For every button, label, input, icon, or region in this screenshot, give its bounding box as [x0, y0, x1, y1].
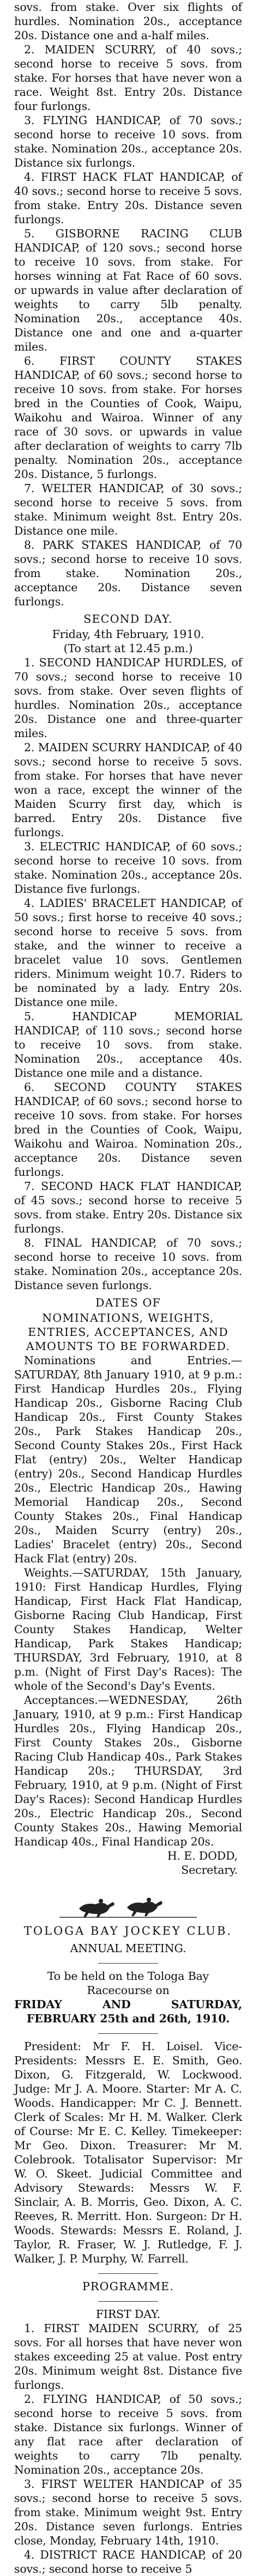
- secretary-title: Secretary.: [181, 1863, 238, 1876]
- race-entry: 8. FINAL HANDICAP, of 70 sovs.; second horse to receive 10 sovs. from stake. Nomination 20s., acceptance 20s. Distance seven furlongs.: [14, 1236, 242, 1292]
- racehorse-illustration-icon: [57, 1890, 199, 1921]
- divider: [98, 2301, 158, 2302]
- first-day-heading: FIRST DAY.: [95, 2308, 161, 2321]
- divider: [98, 2033, 158, 2034]
- race-date: Friday, 4th February, 1910.: [52, 628, 204, 641]
- meeting-days: [14, 1997, 242, 2011]
- club-name: TOLOGA BAY JOCKEY CLUB.: [23, 1924, 233, 1937]
- first-day-programme: [14, 0, 242, 609]
- race-entry: 2. FLYING HANDICAP, of 50 sovs.; second horse to receive 5 sovs. from stake. Distance six furlongs. Winner of any flat race after declaration of weights to carry 7lb penalty. Nomination 20s., acceptance 20s.: [14, 2393, 242, 2476]
- race-entry: 2. MAIDEN SCURRY, of 40 sovs.; second horse to receive 5 sovs. from stake. For horses that have never won a race. Weight 8st. Entry 20s. Distance four furlongs.: [14, 43, 242, 113]
- divider: [98, 1963, 158, 1964]
- race-entry: 6. SECOND COUNTY STAKES HANDICAP, of 60 sovs.; second horse to receive 10 sovs. from stake. For horses bred in the Counties of Cook, Waipu, Waikohu and Wairoa. Nomination 20s., acceptance 20s. Distance seven furlongs.: [14, 1081, 242, 1179]
- race-entry: 3. FIRST WELTER HANDICAP of 35 sovs.; second horse to receive 5 sovs. from stake. Minimum weight 9st. Entry 20s. Distance seven furlongs. Entries close, Monday, February 14th, 1910.: [14, 2477, 242, 2547]
- secretary-name: H. E. DODD,: [167, 1849, 238, 1862]
- race-entry: 1. SECOND HANDICAP HURDLES, of 70 sovs.; second horse to receive 10 sovs. from stake. Over seven flights of hurdles. Nomination 20s., acceptance 20s. Distance one and three-quarter miles.: [14, 656, 242, 740]
- race-entry: 5. GISBORNE RACING CLUB HANDICAP, of 120 sovs.; second horse to receive 10 sovs. from stake. For horses winning at Fat Race of 60 sovs. or upwards in value after declaration of weights to carry 5lb penalty. Nomination 20s., acceptance 40s. Distance one and one and a-quarter miles.: [14, 227, 242, 353]
- advertisement-column: [14, 0, 242, 2576]
- section-heading: DATES OF: [95, 1296, 161, 1309]
- race-entry: 3. FLYING HANDICAP, of 70 sovs.; second horse to receive 10 sovs. from stake. Nomination 20s., acceptance 20s. Distance six furlongs.: [14, 114, 242, 169]
- officials-list: President: Mr F. H. Loisel. Vice-Presidents: Messrs E. E. Smith, Geo. Dixon, G. Fitzgerald, W. Lockwood. Judge: Mr J. A. Moore. Starter: Mr A. C. Woods. Handicapper: Mr C. J. Bennett. Clerk of Scales: Mr H. M. Walker. Clerk of Course: Mr E. C. Kelley. Timekeeper: Mr Geo. Dixon. Treasurer: Mr M. Colebrook. Totalisator Supervisor: Mr W. O. Skeet. Judicial Committee and Advisory Stewards: Messrs W. F. Sinclair, A. B. Morris, Geo. Dixon, A. C. Reeves, R. Merritt. Hon. Surgeon: Dr H. Woods. Stewards: Messrs E. Roland, J. Taylor, R. Fraser, W. J. Rutledge, F. J. Walker, J. P. Murphy, W. Farrell.: [14, 2040, 242, 2265]
- dates-paragraph: Weights.—SATURDAY, 15th January, 1910: First Handicap Hurdles, Flying Handicap, First Hack Flat Handicap, Gisborne Racing Club Handicap, First County Stakes Handicap, Welter Handicap, Park Stakes Handicap; THURSDAY, 3rd February, 1910, at 8 p.m. (Night of First Day's Races): The whole of the Second's Day's Events.: [14, 1566, 242, 1692]
- meeting-title: ANNUAL MEETING.: [70, 1942, 186, 1955]
- programme-heading: PROGRAMME.: [82, 2280, 174, 2293]
- meeting-intro: Racecourse on: [87, 1984, 170, 1997]
- race-entry: 4. LADIES' BRACELET HANDICAP, of 50 sovs.; first horse to receive 40 sovs.; second horse to receive 5 sovs. from stake, and the winner to receive a bracelet value 10 sovs. Gentlemen riders. Minimum weight 10.7. Riders to be nominated by a lady. Entry 20s. Distance one mile.: [14, 897, 242, 1009]
- day-mid: AND: [102, 1998, 131, 2011]
- tologa-bay-advertisement: [14, 1890, 242, 2576]
- dates-paragraph: Acceptances.—WEDNESDAY, 26th January, 1910, at 9 p.m.: First Handicap Hurdles 20s., Flying Handicap 20s., First County Stakes 20s., Gisborne Racing Club Handicap 40s., Park Stakes Handicap 20s.; THURSDAY, 3rd February, 1910, at 9 p.m. (Night of First Day's Races): Second Handicap Hurdles 20s., Electric Handicap 20s., Second County Stakes 20s., Hawing Memorial Handicap 40s., Final Handicap 20s.: [14, 1694, 242, 1848]
- race-entry: sovs. from stake. Over six flights of hurdles. Nomination 20s., acceptance 20s. Distance one and a-half miles.: [14, 1, 242, 42]
- race-entry: 6. FIRST COUNTY STAKES HANDICAP, of 60 sovs.; second horse to receive 10 sovs. from stake. For horses bred in the Counties of Cook, Waipu, Waikohu and Wairoa. Winner of any race of 30 sovs. or upwards in value after declaration of weights to carry 7lb penalty. Nomination 20s., acceptance 20s. Distance, 5 furlongs.: [14, 354, 242, 481]
- race-entry: 5. HANDICAP MEMORIAL HANDICAP, of 110 sovs.; second horse to receive 10 sovs. from stake. Nomination 20s., acceptance 40s. Distance one mile and a distance.: [14, 1010, 242, 1080]
- second-day-programme: [14, 612, 242, 1292]
- dates-section: [14, 1296, 242, 1877]
- race-entry: 7. SECOND HACK FLAT HANDICAP, of 45 sovs.; second horse to receive 5 sovs. from stake. Entry 20s. Distance six furlongs.: [14, 1180, 242, 1235]
- race-entry: 3. ELECTRIC HANDICAP, of 60 sovs.; second horse to receive 10 sovs. from stake. Nomination 20s., acceptance 20s. Distance five furlongs.: [14, 840, 242, 896]
- meeting-intro: To be held on the Tologa Bay: [47, 1970, 209, 1983]
- race-entry: 4. DISTRICT RACE HANDICAP, of 20 sovs.; second horse to receive 5: [14, 2548, 242, 2575]
- day-left: FRIDAY: [14, 1998, 62, 2011]
- race-entry: 2. MAIDEN SCURRY HANDICAP, of 40 sovs.; second horse to receive 5 sovs. from stake. For horses that have never won a race, except the winner of the Maiden Scurry first day, which is barred. Entry 20s. Distance five furlongs.: [14, 741, 242, 839]
- race-entry: 4. FIRST HACK FLAT HANDICAP, of 40 sovs.; second horse to receive 5 sovs. from stake. Entry 20s. Distance seven furlongs.: [14, 170, 242, 226]
- race-entry: 1. FIRST MAIDEN SCURRY, of 25 sovs. For all horses that have never won stakes exceeding 25 at value. Post entry 20s. Minimum weight 8st. Distance five furlongs.: [14, 2322, 242, 2391]
- dates-paragraph: Nominations and Entries.—SATURDAY, 8th January 1910, at 9 p.m.: First Handicap Hurdles 20s., Flying Handicap 20s., Gisborne Racing Club Handicap 20s., First County Stakes 20s., Park Stakes Handicap 20s., Second County Stakes 20s., First Hack Flat (entry) 20s., Welter Handicap (entry) 20s., Second Handicap Hurdles 20s., Electric Handicap 20s., Hawing Memorial Handicap 20s., Second County Stakes 20s., Final Handicap 20s., Maiden Scurry (entry) 20s., Ladies' Bracelet (entry) 20s., Second Hack Flat (entry) 20s.: [14, 1354, 242, 1565]
- divider: [98, 2273, 158, 2274]
- race-entry: 8. PARK STAKES HANDICAP, of 70 sovs.; second horse to receive 10 sovs. from stake. Nomination 20s., acceptance 20s. Distance seven furlongs.: [14, 538, 242, 608]
- section-subheading: NOMINATIONS, WEIGHTS, ENTRIES, ACCEPTANCES, AND AMOUNTS TO BE FORWARDED.: [26, 1311, 231, 1353]
- meeting-dates: FEBRUARY 25th and 26th, 1910.: [26, 2012, 230, 2025]
- race-entry: 7. WELTER HANDICAP, of 30 sovs.; second horse to receive 5 sovs. from stake. Minimum weight 8st. Entry 20s. Distance one mile.: [14, 482, 242, 537]
- day-right: SATURDAY,: [171, 1998, 242, 2011]
- section-heading: SECOND DAY.: [83, 612, 173, 625]
- start-time: (To start at 12.45 p.m.): [63, 642, 193, 655]
